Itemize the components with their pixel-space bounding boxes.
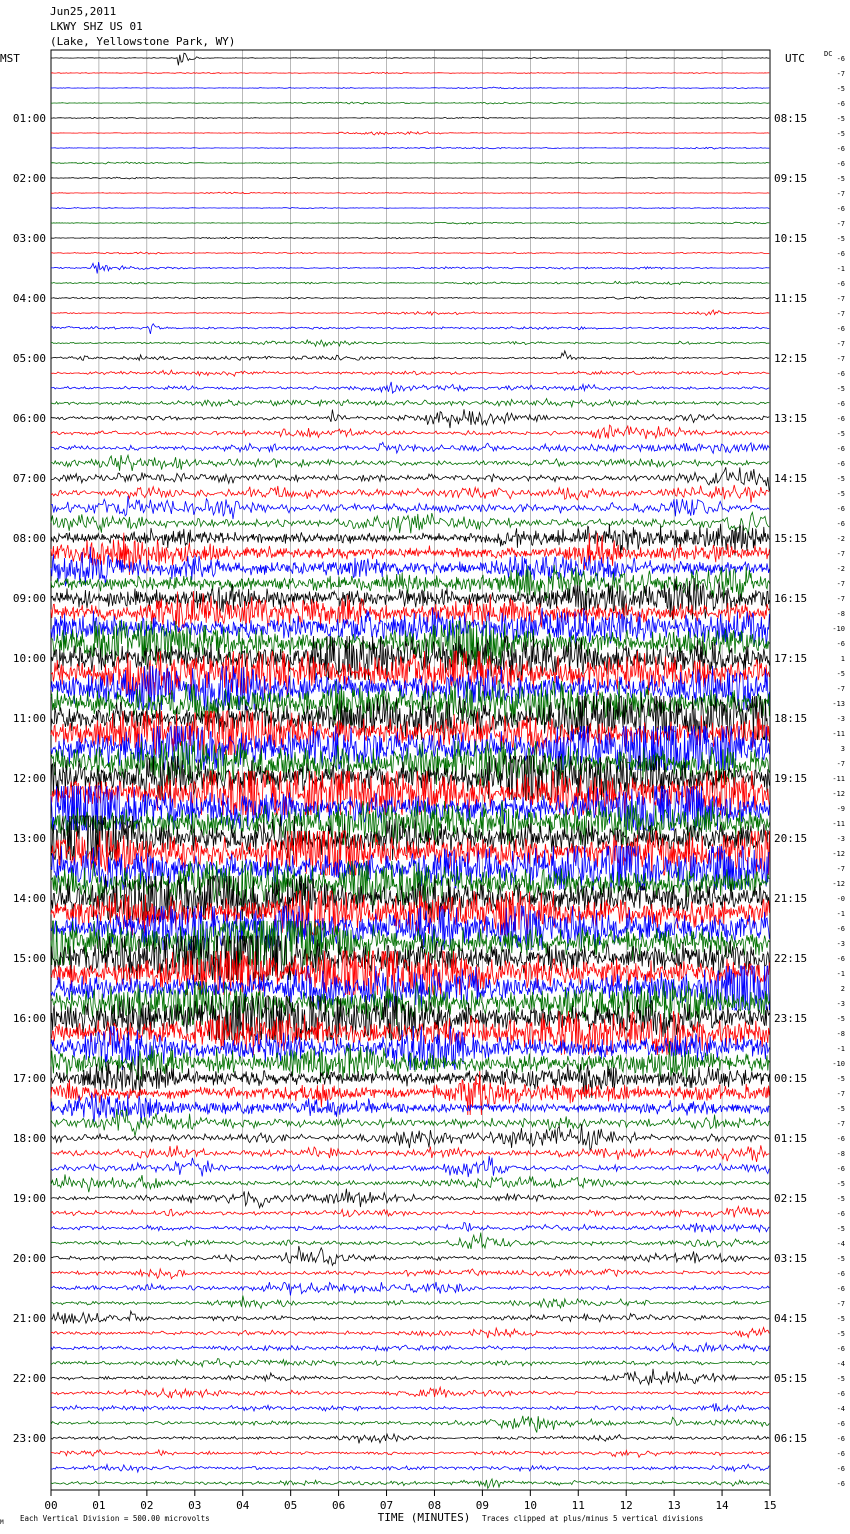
right-hour-label: 15:15 xyxy=(774,532,808,545)
right-hour-label: 11:15 xyxy=(774,292,808,305)
dc-offset-value: -6 xyxy=(836,1480,845,1488)
footer-mark: M xyxy=(0,1519,4,1526)
x-tick-label: 09 xyxy=(475,1499,490,1512)
dc-offset-value: -6 xyxy=(836,160,845,168)
dc-offset-value: -4 xyxy=(836,1360,845,1368)
right-hour-label: 13:15 xyxy=(774,412,808,425)
dc-offset-value: -7 xyxy=(836,1090,845,1098)
dc-offset-value: -6 xyxy=(836,1420,845,1428)
dc-offset-value: -7 xyxy=(836,355,845,363)
dc-offset-value: -8 xyxy=(836,1030,845,1038)
dc-offset-value: -2 xyxy=(836,565,845,573)
dc-offset-value: -5 xyxy=(836,385,845,393)
dc-offset-value: -6 xyxy=(836,145,845,153)
header-station: LKWY SHZ US 01 xyxy=(50,20,143,33)
dc-offset-value: -5 xyxy=(836,1330,845,1338)
dc-offset-value: -5 xyxy=(836,430,845,438)
dc-offset-value: -6 xyxy=(836,325,845,333)
dc-offset-value: -5 xyxy=(836,1075,845,1083)
right-hour-label: 01:15 xyxy=(774,1132,808,1145)
x-tick-label: 01 xyxy=(92,1499,106,1512)
dc-offset-value: -12 xyxy=(832,790,845,798)
dc-offset-value: -6 xyxy=(836,925,845,933)
dc-offset-value: -3 xyxy=(836,940,845,948)
dc-offset-value: 1 xyxy=(840,655,845,663)
x-axis-label: TIME (MINUTES) xyxy=(377,1511,471,1524)
dc-offset-value: -12 xyxy=(832,850,845,858)
dc-offset-value: -6 xyxy=(836,1390,845,1398)
left-hour-label: 16:00 xyxy=(12,1012,46,1025)
right-hour-label: 09:15 xyxy=(774,172,808,185)
left-hour-label: 15:00 xyxy=(12,952,46,965)
dc-offset-value: -5 xyxy=(836,1375,845,1383)
dc-offset-value: -6 xyxy=(836,445,845,453)
dc-offset-value: -6 xyxy=(836,1165,845,1173)
x-tick-label: 04 xyxy=(236,1499,250,1512)
dc-offset-value: -6 xyxy=(836,400,845,408)
dc-offset-value: -7 xyxy=(836,685,845,693)
right-hour-label: 08:15 xyxy=(774,112,808,125)
dc-offset-value: -7 xyxy=(836,1300,845,1308)
right-hour-label: 23:15 xyxy=(774,1012,808,1025)
dc-offset-value: -7 xyxy=(836,550,845,558)
left-hour-label: 18:00 xyxy=(12,1132,46,1145)
dc-offset-value: 2 xyxy=(840,985,845,993)
dc-offset-value: -5 xyxy=(836,235,845,243)
left-hour-label: 23:00 xyxy=(12,1432,46,1445)
x-tick-label: 00 xyxy=(44,1499,58,1512)
footer-scale-note: Each Vertical Division = 500.00 microvolts xyxy=(20,1514,210,1523)
right-hour-label: 04:15 xyxy=(774,1312,808,1325)
dc-offset-value: -10 xyxy=(832,1060,845,1068)
dc-offset-value: -4 xyxy=(836,1405,845,1413)
dc-offset-value: -5 xyxy=(836,175,845,183)
right-hour-label: 00:15 xyxy=(774,1072,808,1085)
dc-label: DC xyxy=(824,50,833,58)
left-hour-label: 21:00 xyxy=(12,1312,46,1325)
x-tick-label: 11 xyxy=(571,1499,585,1512)
right-hour-label: 22:15 xyxy=(774,952,808,965)
dc-offset-value: -5 xyxy=(836,1180,845,1188)
left-hour-label: 07:00 xyxy=(12,472,46,485)
x-tick-label: 10 xyxy=(523,1499,537,1512)
dc-offset-value: -10 xyxy=(832,625,845,633)
right-hour-label: 10:15 xyxy=(774,232,808,245)
dc-offset-value: -5 xyxy=(836,1255,845,1263)
dc-offset-value: -1 xyxy=(836,910,845,918)
dc-offset-value: -6 xyxy=(836,1270,845,1278)
left-hour-label: 22:00 xyxy=(12,1372,46,1385)
dc-offset-value: -7 xyxy=(836,595,845,603)
dc-offset-value: -8 xyxy=(836,1150,845,1158)
dc-offset-value: -5 xyxy=(836,1225,845,1233)
dc-offset-value: -6 xyxy=(836,1285,845,1293)
dc-offset-value: -6 xyxy=(836,55,845,63)
right-hour-label: 17:15 xyxy=(774,652,808,665)
x-tick-label: 02 xyxy=(140,1499,154,1512)
dc-offset-value: -6 xyxy=(836,415,845,423)
dc-offset-value: -13 xyxy=(832,700,845,708)
dc-offset-value: -1 xyxy=(836,265,845,273)
x-tick-label: 12 xyxy=(619,1499,633,1512)
dc-offset-value: -7 xyxy=(836,295,845,303)
dc-offset-value: -1 xyxy=(836,1045,845,1053)
x-tick-label: 07 xyxy=(379,1499,394,1512)
dc-offset-value: -5 xyxy=(836,1015,845,1023)
right-hour-label: 06:15 xyxy=(774,1432,808,1445)
x-tick-label: 13 xyxy=(667,1499,681,1512)
dc-offset-value: -7 xyxy=(836,760,845,768)
dc-offset-value: -7 xyxy=(836,70,845,78)
left-hour-label: 12:00 xyxy=(12,772,46,785)
dc-offset-value: -3 xyxy=(836,835,845,843)
dc-offset-value: -5 xyxy=(836,85,845,93)
dc-offset-value: -5 xyxy=(836,1195,845,1203)
dc-offset-value: -9 xyxy=(836,805,845,813)
right-hour-label: 12:15 xyxy=(774,352,808,365)
right-hour-label: 19:15 xyxy=(774,772,808,785)
left-hour-label: 08:00 xyxy=(12,532,46,545)
dc-offset-value: -6 xyxy=(836,1210,845,1218)
dc-offset-value: -6 xyxy=(836,280,845,288)
dc-offset-value: -2 xyxy=(836,535,845,543)
right-hour-label: 18:15 xyxy=(774,712,808,725)
left-hour-label: 20:00 xyxy=(12,1252,46,1265)
dc-offset-value: -5 xyxy=(836,115,845,123)
left-hour-label: 04:00 xyxy=(12,292,46,305)
dc-offset-value: -7 xyxy=(836,340,845,348)
dc-offset-value: -6 xyxy=(836,1465,845,1473)
left-hour-label: 02:00 xyxy=(12,172,46,185)
dc-offset-value: -12 xyxy=(832,880,845,888)
x-tick-label: 08 xyxy=(427,1499,442,1512)
dc-offset-value: -5 xyxy=(836,670,845,678)
dc-offset-value: -1 xyxy=(836,970,845,978)
dc-offset-value: -6 xyxy=(836,1450,845,1458)
dc-offset-value: -7 xyxy=(836,190,845,198)
dc-offset-value: -6 xyxy=(836,505,845,513)
dc-offset-value: -6 xyxy=(836,205,845,213)
left-hour-label: 09:00 xyxy=(12,592,46,605)
right-hour-label: 16:15 xyxy=(774,592,808,605)
x-tick-label: 05 xyxy=(284,1499,298,1512)
dc-offset-value: -0 xyxy=(836,895,845,903)
dc-offset-value: -5 xyxy=(836,490,845,498)
left-hour-label: 13:00 xyxy=(12,832,46,845)
dc-offset-value: -6 xyxy=(836,520,845,528)
left-hour-label: 17:00 xyxy=(12,1072,46,1085)
dc-offset-value: -6 xyxy=(836,370,845,378)
right-hour-label: 20:15 xyxy=(774,832,808,845)
dc-offset-value: -6 xyxy=(836,640,845,648)
dc-offset-value: -6 xyxy=(836,100,845,108)
dc-offset-value: -11 xyxy=(832,730,845,738)
x-tick-label: 06 xyxy=(331,1499,346,1512)
dc-offset-value: -5 xyxy=(836,130,845,138)
dc-offset-value: 3 xyxy=(840,745,845,753)
left-hour-label: 03:00 xyxy=(12,232,46,245)
dc-offset-value: -7 xyxy=(836,865,845,873)
dc-offset-value: -5 xyxy=(836,1105,845,1113)
x-tick-label: 03 xyxy=(188,1499,202,1512)
right-hour-label: 05:15 xyxy=(774,1372,808,1385)
dc-offset-value: -6 xyxy=(836,955,845,963)
dc-offset-value: -6 xyxy=(836,250,845,258)
left-hour-label: 05:00 xyxy=(12,352,46,365)
left-hour-label: 01:00 xyxy=(12,112,46,125)
dc-offset-value: -4 xyxy=(836,1240,845,1248)
header-location: (Lake, Yellowstone Park, WY) xyxy=(50,35,236,48)
left-hour-label: 19:00 xyxy=(12,1192,46,1205)
dc-offset-value: -8 xyxy=(836,610,845,618)
right-hour-label: 02:15 xyxy=(774,1192,808,1205)
left-hour-label: 06:00 xyxy=(12,412,46,425)
left-timezone-label: MST xyxy=(0,52,20,65)
dc-offset-value: -6 xyxy=(836,460,845,468)
dc-offset-value: -6 xyxy=(836,1345,845,1353)
header-date: Jun25,2011 xyxy=(50,5,117,18)
right-hour-label: 03:15 xyxy=(774,1252,808,1265)
dc-offset-value: -11 xyxy=(832,820,845,828)
right-hour-label: 21:15 xyxy=(774,892,808,905)
left-hour-label: 11:00 xyxy=(12,712,46,725)
footer-clip-note: Traces clipped at plus/minus 5 vertical divisions xyxy=(482,1514,704,1523)
left-hour-label: 10:00 xyxy=(12,652,46,665)
dc-offset-value: -7 xyxy=(836,310,845,318)
right-hour-label: 14:15 xyxy=(774,472,808,485)
dc-offset-value: -7 xyxy=(836,1120,845,1128)
dc-offset-value: -5 xyxy=(836,1315,845,1323)
dc-offset-value: -7 xyxy=(836,220,845,228)
dc-offset-value: -3 xyxy=(836,715,845,723)
x-tick-label: 14 xyxy=(715,1499,729,1512)
dc-offset-value: -11 xyxy=(832,775,845,783)
dc-offset-value: -6 xyxy=(836,1135,845,1143)
dc-offset-value: -7 xyxy=(836,580,845,588)
dc-offset-value: -5 xyxy=(836,475,845,483)
left-hour-label: 14:00 xyxy=(12,892,46,905)
dc-offset-value: -3 xyxy=(836,1000,845,1008)
x-tick-label: 15 xyxy=(763,1499,777,1512)
right-timezone-label: UTC xyxy=(785,52,805,65)
dc-offset-value: -6 xyxy=(836,1435,845,1443)
